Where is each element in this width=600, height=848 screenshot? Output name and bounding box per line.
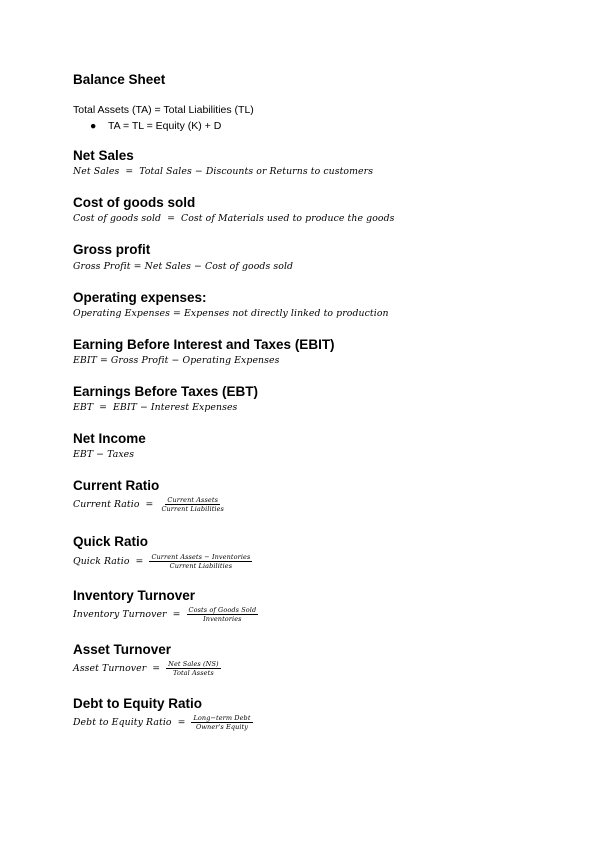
fraction-denominator: Current Liabilities <box>169 562 233 570</box>
fraction-numerator: Long−term Debt <box>193 714 251 722</box>
fraction <box>149 553 252 570</box>
formula-lhs: Debt to Equity Ratio <box>73 716 172 728</box>
heading-ebit: Earning Before Interest and Taxes (EBIT) <box>73 337 335 352</box>
fraction <box>166 660 220 677</box>
heading-current-ratio: Current Ratio <box>73 478 160 493</box>
formula-lhs: Current Ratio <box>73 498 140 510</box>
formula-net-income: EBT − Taxes <box>73 449 135 460</box>
formula-lhs: Inventory Turnover <box>73 608 167 620</box>
formula-operator: = <box>167 213 175 224</box>
heading-inventory-turnover: Inventory Turnover <box>73 588 196 603</box>
formula-cogs <box>73 213 395 225</box>
formula-ebit: EBIT = Gross Profit − Operating Expenses <box>73 355 280 366</box>
formula-operator: = <box>152 662 161 674</box>
formula-net-sales <box>73 166 373 178</box>
heading-cogs: Cost of goods sold <box>73 195 196 210</box>
formula-lhs: Asset Turnover <box>73 662 147 674</box>
formula-rhs: EBIT − Interest Expenses <box>113 402 238 413</box>
heading-operating-expenses: Operating expenses: <box>73 290 207 305</box>
formula-operator: = <box>145 498 154 510</box>
heading-quick-ratio: Quick Ratio <box>73 534 149 549</box>
heading-gross-profit: Gross profit <box>73 242 151 257</box>
bullet-dot-icon: ● <box>90 120 97 132</box>
heading-debt-to-equity: Debt to Equity Ratio <box>73 696 202 711</box>
formula-operator: = <box>125 166 134 177</box>
fraction-numerator: Current Assets − Inventories <box>151 553 251 561</box>
fraction-denominator: Owner's Equity <box>195 723 249 731</box>
fraction-numerator: Net Sales (NS) <box>168 660 219 668</box>
formula-ebt <box>73 402 237 414</box>
formula-operator: = <box>177 716 186 728</box>
bullet-text: TA = TL = Equity (K) + D <box>108 120 222 132</box>
formula-operator: = <box>135 555 144 567</box>
fraction-denominator: Total Assets <box>173 669 214 677</box>
fraction <box>187 606 259 623</box>
formula-quick-ratio <box>73 553 252 570</box>
fraction <box>159 496 226 513</box>
formula-rhs: Total Sales − Discounts or Returns to customers <box>139 166 374 177</box>
balance-sheet-text: Total Assets (TA) = Total Liabilities (TL) <box>73 104 254 116</box>
heading-ebt: Earnings Before Taxes (EBT) <box>73 384 259 399</box>
formula-debt-to-equity <box>73 714 253 731</box>
heading-asset-turnover: Asset Turnover <box>73 642 172 657</box>
formula-current-ratio <box>73 496 226 513</box>
formula-inventory-turnover <box>73 606 258 623</box>
fraction <box>191 714 252 731</box>
fraction-numerator: Costs of Goods Sold <box>188 606 257 614</box>
heading-net-income: Net Income <box>73 431 146 446</box>
heading-balance-sheet: Balance Sheet <box>73 72 166 87</box>
formula-lhs: Net Sales <box>73 166 120 177</box>
formula-lhs: Cost of goods sold <box>73 213 162 224</box>
formula-lhs: EBT <box>73 402 94 413</box>
formula-lhs: Quick Ratio <box>73 555 130 567</box>
formula-operating-expenses: Operating Expenses = Expenses not directly linked to production <box>73 308 389 319</box>
fraction-denominator: Current Liabilities <box>161 505 224 513</box>
heading-net-sales: Net Sales <box>73 148 134 163</box>
formula-asset-turnover <box>73 660 221 677</box>
fraction-numerator: Current Assets <box>167 496 219 504</box>
formula-gross-profit: Gross Profit = Net Sales − Cost of goods sold <box>73 261 294 272</box>
formula-rhs: Cost of Materials used to produce the goods <box>180 213 395 224</box>
balance-sheet-bullet <box>90 120 221 133</box>
fraction-denominator: Inventories <box>203 615 242 623</box>
formula-operator: = <box>172 608 181 620</box>
formula-operator: = <box>99 402 108 413</box>
